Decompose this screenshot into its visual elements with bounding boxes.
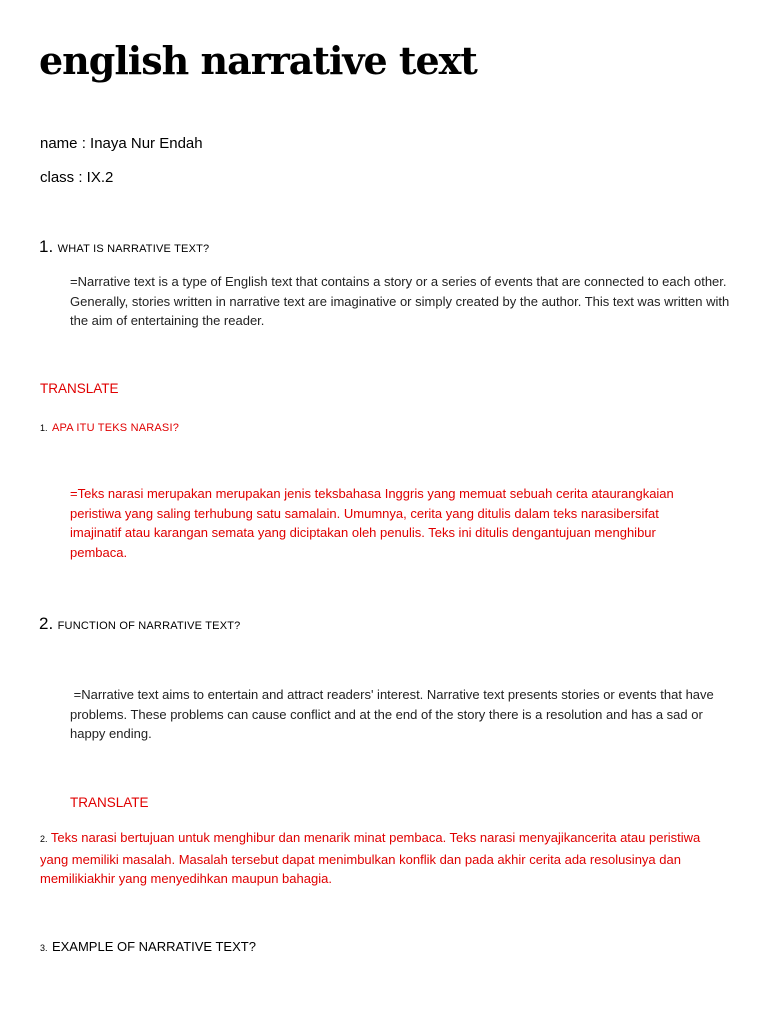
question-2-text: FUNCTION OF NARRATIVE TEXT? <box>57 620 241 632</box>
page-title: english narrative text <box>39 38 477 83</box>
answer-2: =Narrative text aims to entertain and attract readers' interest. Narrative text presents stories or events that have problems. These problems can cause conflict and at the end of the story there is a resolution and has a sad or happy ending. <box>70 687 718 742</box>
question-1-number: 1. <box>39 237 54 256</box>
question-1 <box>39 237 209 257</box>
translated-answer-2-text: Teks narasi bertujuan untuk menghibur dan menarik minat pembaca. Teks narasi menyajikancerita atau peristiwa yang memiliki masalah. Masalah tersebut dapat menimbulkan konflik dan pada akhir cerita ada resolusinya dan memilikiakhir yang menyedihkan maupun bahagia. <box>40 830 701 887</box>
translated-answer-1: =Teks narasi merupakan merupakan jenis teksbahasa Inggris yang memuat sebuah cerita ataurangkaian peristiwa yang saling terhubung satu samalain. Umumnya, cerita yang ditulis dalam teks narasibersifat imajinatif atau karangan semata yang diciptakan oleh penulis. Teks ini ditulis dengantujuan menghibur pembaca. <box>70 486 674 561</box>
question-1-text: WHAT IS NARRATIVE TEXT? <box>57 243 210 255</box>
question-2-number: 2. <box>39 614 54 633</box>
question-3-number: 3. <box>40 943 48 953</box>
translated-question-1-number: 1. <box>40 423 48 433</box>
answer-1: =Narrative text is a type of English text that contains a story or a series of events that are connected to each other. Generally, stories written in narrative text are imaginative or simply created by the author. This text was written with the aim of entertaining the reader. <box>70 274 730 329</box>
student-class: class : IX.2 <box>40 169 114 186</box>
question-3-text: EXAMPLE OF NARRATIVE TEXT? <box>51 939 256 954</box>
translated-answer-2 <box>40 828 730 889</box>
translate-heading-2: TRANSLATE <box>70 795 149 810</box>
student-name: name : Inaya Nur Endah <box>40 135 203 152</box>
question-2 <box>39 614 240 634</box>
translate-heading-1: TRANSLATE <box>40 381 119 396</box>
translated-question-1 <box>40 418 179 436</box>
translated-question-1-text: APA ITU TEKS NARASI? <box>51 422 180 434</box>
translated-answer-2-number: 2. <box>40 834 48 844</box>
question-3 <box>40 938 256 956</box>
